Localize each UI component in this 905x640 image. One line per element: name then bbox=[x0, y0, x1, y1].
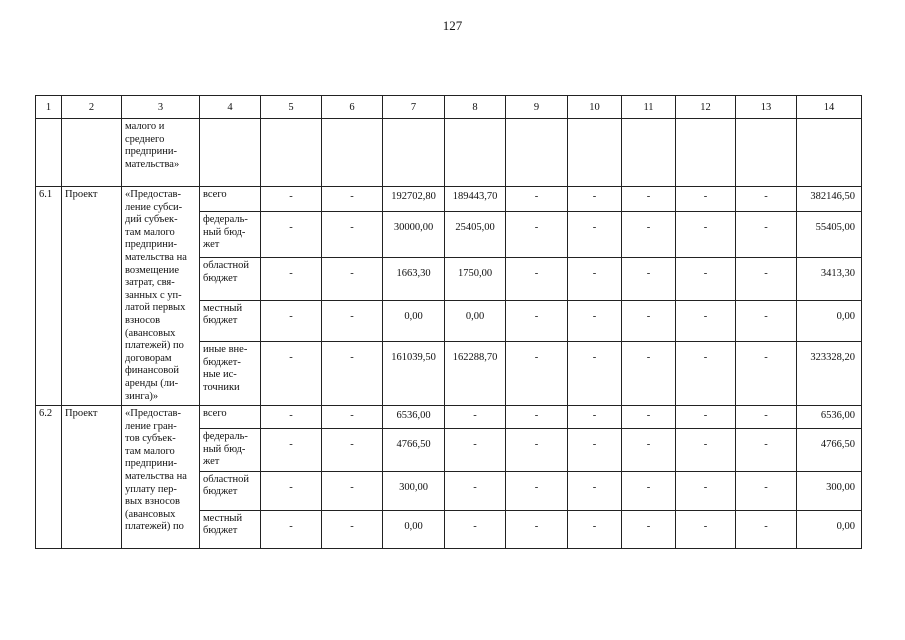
value-cell: 4766,50 bbox=[383, 429, 445, 472]
value-cell: - bbox=[736, 342, 797, 406]
table-cell bbox=[676, 119, 736, 187]
value-cell: - bbox=[261, 429, 322, 472]
value-cell: - bbox=[445, 406, 506, 429]
header-cell: 8 bbox=[445, 96, 506, 119]
value-cell: 0,00 bbox=[797, 510, 862, 548]
project-name-cell: «Предостав- ление субси- дий субъек- там малого предприни- мательства на возмещение затрат, свя- занных с уп- латой первых взносов (авансовых платежей) по договорам финансовой аренды (ли- зинга)» bbox=[122, 187, 200, 406]
value-cell: - bbox=[676, 211, 736, 257]
value-cell: - bbox=[261, 258, 322, 300]
funding-source-cell: местный бюджет bbox=[200, 300, 261, 341]
value-cell: 382146,50 bbox=[797, 187, 862, 212]
value-cell: - bbox=[506, 211, 568, 257]
value-cell: - bbox=[736, 429, 797, 472]
value-cell: 6536,00 bbox=[383, 406, 445, 429]
value-cell: - bbox=[322, 211, 383, 257]
value-cell: - bbox=[736, 510, 797, 548]
table-cell bbox=[383, 119, 445, 187]
value-cell: - bbox=[676, 429, 736, 472]
table-cell bbox=[200, 119, 261, 187]
value-cell: 3413,30 bbox=[797, 258, 862, 300]
header-cell: 6 bbox=[322, 96, 383, 119]
value-cell: - bbox=[261, 342, 322, 406]
header-cell: 10 bbox=[568, 96, 622, 119]
value-cell: - bbox=[676, 187, 736, 212]
value-cell: - bbox=[322, 406, 383, 429]
project-number-cell: 6.2 bbox=[36, 406, 62, 549]
value-cell: - bbox=[322, 510, 383, 548]
budget-table bbox=[35, 95, 862, 549]
value-cell: - bbox=[676, 471, 736, 510]
value-cell: 30000,00 bbox=[383, 211, 445, 257]
value-cell: - bbox=[676, 342, 736, 406]
value-cell: - bbox=[676, 510, 736, 548]
table-cell bbox=[62, 119, 122, 187]
funding-source-cell: всего bbox=[200, 406, 261, 429]
value-cell: - bbox=[568, 471, 622, 510]
value-cell: - bbox=[506, 258, 568, 300]
value-cell: 300,00 bbox=[797, 471, 862, 510]
value-cell: - bbox=[622, 429, 676, 472]
value-cell: - bbox=[736, 187, 797, 212]
value-cell: - bbox=[568, 187, 622, 212]
header-cell: 4 bbox=[200, 96, 261, 119]
value-cell: - bbox=[622, 258, 676, 300]
header-cell: 3 bbox=[122, 96, 200, 119]
project-name-cell: «Предостав- ление гран- тов субъек- там малого предприни- мательства на уплату пер- вых взносов (авансовых платежей) по bbox=[122, 406, 200, 549]
value-cell: - bbox=[568, 406, 622, 429]
value-cell: 1750,00 bbox=[445, 258, 506, 300]
header-cell: 2 bbox=[62, 96, 122, 119]
funding-source-cell: федераль- ный бюд- жет bbox=[200, 211, 261, 257]
value-cell: 189443,70 bbox=[445, 187, 506, 212]
header-cell: 11 bbox=[622, 96, 676, 119]
value-cell: - bbox=[568, 510, 622, 548]
value-cell: - bbox=[736, 211, 797, 257]
table-cell bbox=[36, 119, 62, 187]
value-cell: - bbox=[261, 510, 322, 548]
value-cell: 4766,50 bbox=[797, 429, 862, 472]
funding-source-cell: местный бюджет bbox=[200, 510, 261, 548]
value-cell: - bbox=[261, 187, 322, 212]
value-cell: - bbox=[506, 300, 568, 341]
value-cell: 323328,20 bbox=[797, 342, 862, 406]
funding-source-cell: иные вне- бюджет- ные ис- точники bbox=[200, 342, 261, 406]
funding-source-cell: областной бюджет bbox=[200, 258, 261, 300]
value-cell: - bbox=[568, 342, 622, 406]
project-type-cell: Проект bbox=[62, 406, 122, 549]
value-cell: 0,00 bbox=[445, 300, 506, 341]
value-cell: - bbox=[445, 471, 506, 510]
table-cell bbox=[622, 119, 676, 187]
table-cell bbox=[568, 119, 622, 187]
header-row bbox=[36, 96, 862, 119]
value-cell: - bbox=[676, 258, 736, 300]
funding-source-cell: федераль- ный бюд- жет bbox=[200, 429, 261, 472]
header-cell: 1 bbox=[36, 96, 62, 119]
header-cell: 9 bbox=[506, 96, 568, 119]
value-cell: 0,00 bbox=[383, 300, 445, 341]
value-cell: - bbox=[506, 406, 568, 429]
table-cell bbox=[506, 119, 568, 187]
value-cell: - bbox=[622, 471, 676, 510]
table-row bbox=[36, 187, 862, 212]
value-cell: - bbox=[322, 187, 383, 212]
value-cell: - bbox=[261, 471, 322, 510]
funding-source-cell: областной бюджет bbox=[200, 471, 261, 510]
value-cell: - bbox=[568, 300, 622, 341]
value-cell: - bbox=[622, 187, 676, 212]
value-cell: 25405,00 bbox=[445, 211, 506, 257]
header-cell: 12 bbox=[676, 96, 736, 119]
value-cell: - bbox=[322, 300, 383, 341]
table-cell bbox=[797, 119, 862, 187]
value-cell: - bbox=[622, 406, 676, 429]
table-cell bbox=[261, 119, 322, 187]
value-cell: - bbox=[736, 300, 797, 341]
value-cell: - bbox=[261, 211, 322, 257]
value-cell: - bbox=[322, 471, 383, 510]
value-cell: - bbox=[322, 258, 383, 300]
table-cell bbox=[736, 119, 797, 187]
page-number: 127 bbox=[442, 18, 463, 33]
value-cell: - bbox=[676, 406, 736, 429]
value-cell: - bbox=[736, 258, 797, 300]
project-number-cell: 6.1 bbox=[36, 187, 62, 406]
value-cell: - bbox=[568, 429, 622, 472]
continuation-row bbox=[36, 119, 862, 187]
value-cell: 300,00 bbox=[383, 471, 445, 510]
value-cell: - bbox=[736, 406, 797, 429]
value-cell: - bbox=[322, 429, 383, 472]
value-cell: - bbox=[622, 510, 676, 548]
value-cell: - bbox=[622, 211, 676, 257]
project-name-cell: малого и среднего предприни- мательства» bbox=[122, 119, 200, 187]
value-cell: - bbox=[445, 510, 506, 548]
table-cell bbox=[322, 119, 383, 187]
value-cell: - bbox=[622, 342, 676, 406]
value-cell: - bbox=[445, 429, 506, 472]
header-cell: 13 bbox=[736, 96, 797, 119]
value-cell: 192702,80 bbox=[383, 187, 445, 212]
value-cell: - bbox=[322, 342, 383, 406]
value-cell: - bbox=[506, 471, 568, 510]
value-cell: - bbox=[568, 211, 622, 257]
value-cell: - bbox=[261, 406, 322, 429]
funding-source-cell: всего bbox=[200, 187, 261, 212]
value-cell: - bbox=[506, 187, 568, 212]
header-cell: 5 bbox=[261, 96, 322, 119]
value-cell: - bbox=[261, 300, 322, 341]
header-cell: 14 bbox=[797, 96, 862, 119]
value-cell: 55405,00 bbox=[797, 211, 862, 257]
table-row bbox=[36, 406, 862, 429]
value-cell: - bbox=[506, 429, 568, 472]
table-cell bbox=[445, 119, 506, 187]
project-type-cell: Проект bbox=[62, 187, 122, 406]
value-cell: - bbox=[676, 300, 736, 341]
value-cell: 6536,00 bbox=[797, 406, 862, 429]
value-cell: 1663,30 bbox=[383, 258, 445, 300]
value-cell: 0,00 bbox=[383, 510, 445, 548]
value-cell: - bbox=[622, 300, 676, 341]
value-cell: - bbox=[506, 510, 568, 548]
value-cell: 161039,50 bbox=[383, 342, 445, 406]
value-cell: - bbox=[736, 471, 797, 510]
value-cell: - bbox=[568, 258, 622, 300]
value-cell: 0,00 bbox=[797, 300, 862, 341]
value-cell: - bbox=[506, 342, 568, 406]
header-cell: 7 bbox=[383, 96, 445, 119]
value-cell: 162288,70 bbox=[445, 342, 506, 406]
